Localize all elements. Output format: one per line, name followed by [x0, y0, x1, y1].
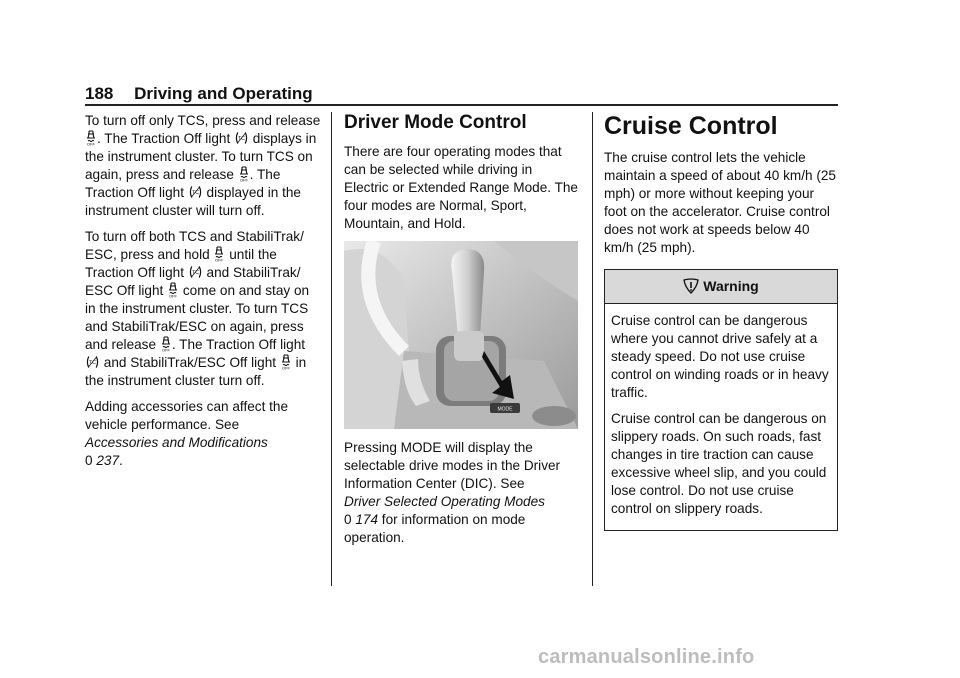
watermark: carmanualsonline.info: [538, 646, 755, 668]
page-ref-symbol: 0: [85, 453, 93, 468]
warning-header: [605, 270, 837, 304]
warning-box: [604, 269, 838, 531]
column-1: [85, 112, 323, 478]
mode-button-label: MODE: [497, 406, 513, 413]
driver-mode-heading: Driver Mode Control: [344, 112, 527, 133]
header-rule: [85, 104, 838, 106]
section-title: Driving and Operating: [134, 84, 313, 103]
warning-paragraph-2: Cruise control can be dangerous on slippery roads. On such roads, fast changes in tire traction can cause excessive wheel slip, and you could lose control. Do not use cruise control on slippery roads.: [611, 411, 827, 516]
cruise-control-intro: The cruise control lets the vehicle maintain a speed of about 40 km/h (25 mph) or more without keeping your foot on the accelerator. Cruise control does not work at speeds below 40 km/h (25 mph).: [604, 150, 836, 255]
page-ref-link[interactable]: 174: [355, 512, 379, 527]
column-divider: [592, 112, 593, 586]
traction-off-icon: [86, 354, 99, 370]
esc-off-icon: [214, 246, 224, 262]
driver-mode-intro: There are four operating modes that can be selected while driving in Electric or Extended Range Mode. The four modes are Normal, Sport, Mountain, and Hold.: [344, 144, 578, 231]
column-2: [344, 112, 580, 555]
driver-modes-link[interactable]: Driver Selected Operating Modes: [344, 494, 545, 509]
warning-body: [605, 304, 837, 530]
esc-off-icon: [168, 282, 178, 298]
column-divider: [331, 112, 332, 586]
cruise-control-heading: Cruise Control: [604, 112, 778, 140]
tcs-off-paragraph: To turn off only TCS, press and release . The Traction Off light displays in the instrument cluster. To turn TCS on again, press and release . The Traction Off light displayed in the instrument cluster will turn off.: [85, 113, 321, 218]
esc-off-icon: [281, 354, 291, 370]
esc-off-icon: [239, 166, 249, 182]
mode-caption: Pressing MODE will display the selectable drive modes in the Driver Information Center (DIC). See Driver Selected Operating Modes 0 174 for information on mode operation.: [344, 440, 561, 545]
shifter-photo: [344, 241, 578, 429]
traction-off-icon: [189, 184, 202, 200]
page-ref-symbol: 0: [344, 512, 352, 527]
warning-icon: [683, 278, 699, 294]
accessories-link[interactable]: Accessories and Modifications: [85, 435, 268, 450]
page-number: 188: [85, 84, 114, 103]
page-ref-link[interactable]: 237: [96, 453, 120, 468]
accessories-paragraph: Adding accessories can affect the vehicle performance. See Accessories and Modifications 0 237.: [85, 399, 289, 468]
page-header: [85, 84, 313, 104]
esc-off-icon: [161, 336, 171, 352]
traction-off-icon: [189, 264, 202, 280]
warning-paragraph-1: Cruise control can be dangerous where you cannot drive safely at a steady speed. Do not use cruise control on winding roads or in heavy traffic.: [611, 313, 829, 400]
column-3: [604, 112, 838, 531]
tcs-esc-off-paragraph: To turn off both TCS and StabiliTrak/ ESC, press and hold until the Traction Off light and StabiliTrak/ ESC Off light come on and stay on in the instrument cluster. To turn TCS and StabiliTrak/ESC on again, press and release . The Traction Off light and StabiliTrak/ESC Off light in the instrument cluster turn off.: [85, 229, 310, 388]
warning-title: Warning: [703, 278, 759, 294]
traction-off-icon: [235, 130, 248, 146]
esc-off-icon: [86, 130, 96, 146]
